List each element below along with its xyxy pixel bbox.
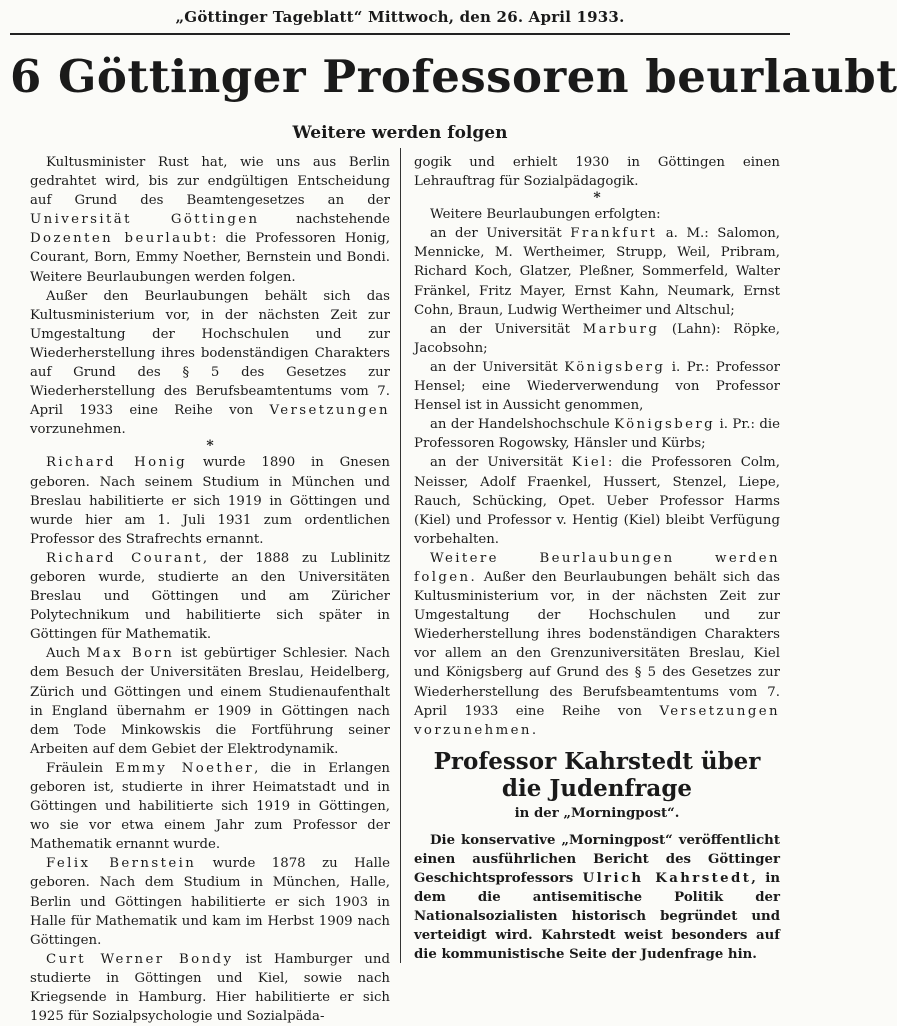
right-column [414, 153, 780, 963]
kahrstedt-headline: Professor Kahrstedt über die Judenfrage [433, 747, 761, 802]
left-column [30, 153, 391, 1025]
subheadline: Weitere werden folgen [292, 123, 508, 143]
list-frankfurt: an der Universität Frankfurt a. M.: Salomon, Mennicke, M. Wertheimer, Strupp, Weil, Pribram, Richard Koch, Glatzer, Pleßner, Sommerfeld, Walter Fränkel, Fritz Mayer, Ernst Kahn, Neumark, Ernst Cohn, Braun, Ludwig Wertheimer und Altschul; [414, 226, 781, 318]
bio-born: Auch Max Born ist gebürtiger Schlesier. Nach dem Besuch der Universitäten Breslau, Heidelberg, Zürich und Göttingen und einem Studienaufenthalt in England übernahm er 1909 in Göttingen nach dem Tode Minkowskis die Fortführung seiner Arbeiten auf dem Gebiet der Elektrodynamik. [30, 646, 390, 757]
column-divider [400, 148, 401, 963]
list-koenigsberg: an der Universität Königsberg i. Pr.: Professor Hensel; eine Wiederverwendung von Professor Hensel ist in Aussicht genommen, [414, 359, 780, 414]
bondy-continuation: gogik und erhielt 1930 in Göttingen einen Lehrauftrag für Sozialpädagogik. [414, 155, 780, 190]
bio-honig: Richard Honig wurde 1890 in Gnesen geboren. Nach seinem Studium in München und Breslau habilitierte er sich 1919 in Göttingen und wurde hier am 1. Juli 1931 zum ordentlichen Professor des Strafrechts ernannt. [30, 455, 390, 547]
university-name: Universität Göttingen [30, 212, 260, 228]
page-title: 6 Göttinger Professoren beurlaubt [10, 50, 897, 103]
masthead: „Göttinger Tageblatt“ Mittwoch, den 26. April 1933. [175, 8, 625, 26]
section-star: * [206, 438, 214, 455]
bio-noether: Fräulein Emmy Noether, die in Erlangen geboren ist, studierte in ihrer Heimatstadt und in Göttingen und habilitierte sich 1919 in Göttingen, wo sie vor etwa einem Jahr zum Professor der Mathematik ernannt wurde. [30, 760, 390, 853]
list-marburg: an der Universität Marburg (Lahn): Röpke, Jacobsohn; [414, 321, 780, 356]
paragraph-more-dismissals: Weitere Beurlaubungen werden folgen. Außer den Beurlaubungen behält sich das Kultusministerium vor, in der nächsten Zeit zur Umgestaltung der Hochschulen und zur Wiederherstellung ihres bodenständigen Charakters vor allem an den Grenzuniversitäten Breslau, Kiel und Königsberg auf Grund des § 5 des Gesetzes zur Wiederherstellung des Berufsbeamtentums vom 7. April 1933 eine Reihe von Versetzungen vorzunehmen. [414, 550, 780, 738]
bio-courant: Richard Courant, der 1888 zu Lublinitz geboren wurde, studierte an den Universitäten Breslau und Göttingen und am Züricher Polytechnikum und habilitierte sich später in Göttingen für Mathematik. [30, 550, 391, 643]
section-star: * [593, 190, 601, 207]
kahrstedt-paragraph: Die konservative „Morningpost“ veröffentlicht einen ausführlichen Bericht des Göttinger Geschichtsprofessors Ulrich Kahrstedt, in dem die antisemitische Politik der Nationalsozialisten historisch begründet und verteidigt wird. Kahrstedt weist besonders auf die kommunistische Seite der Judenfrage hin. [414, 832, 780, 963]
paragraph-lead: Kultusminister Rust hat, wie uns aus Berlin gedrahtet wird, bis zur endgültigen Entscheidung auf Grund des Beamtengesetzes an der Universität Göttingen nachstehende Dozenten beurlaubt: die Professoren Honig, Courant, Born, Emmy Noether, Bernstein und Bondi. Weitere Beurlaubungen werden folgen. [30, 155, 390, 285]
bio-bernstein: Felix Bernstein wurde 1878 zu Halle geboren. Nach dem Studium in München, Halle, Berlin und Göttingen habilitierte er sich 1903 in Halle für Mathematik und kam im Herbst 1909 nach Göttingen. [30, 856, 390, 948]
paragraph-reservation: Außer den Beurlaubungen behält sich das Kultusministerium vor, in der nächsten Zeit zur Umgestaltung der Hochschulen und zur Wiederherstellung ihres bodenständigen Charakters auf Grund des § 5 des Gesetzes zur Wiederherstellung des Berufsbeamtentums vom 7. April 1933 eine Reihe von Versetzungen vorzunehmen. [30, 288, 390, 438]
kahrstedt-subheadline: in der „Morningpost“. [514, 805, 680, 821]
masthead-rule [10, 33, 790, 35]
bio-bondy: Curt Werner Bondy ist Hamburger und studierte in Göttingen und Kiel, sowie nach Kriegsende in Hamburg. Hier habilitierte er sich 1925 für Sozialpsychologie und Sozialpäda- [30, 951, 390, 1025]
professor-names: Honig, Courant, Born, Emmy Noether, Bernstein und Bondi. [30, 231, 390, 266]
list-kiel: an der Universität Kiel: die Professoren Colm, Neisser, Adolf Fraenkel, Hussert, Stenzel, Liepe, Rauch, Schücking, Opet. Ueber Professor Harms (Kiel) und Professor v. Hentig (Kiel) bleibt Verfügung vorbehalten. [414, 455, 781, 547]
list-handelshochschule: an der Handelshochschule Königsberg i. Pr.: die Professoren Rogowsky, Hänsler und Kürbs; [414, 417, 780, 452]
further-dismissals-heading: Weitere Beurlaubungen erfolgten: [430, 207, 661, 223]
